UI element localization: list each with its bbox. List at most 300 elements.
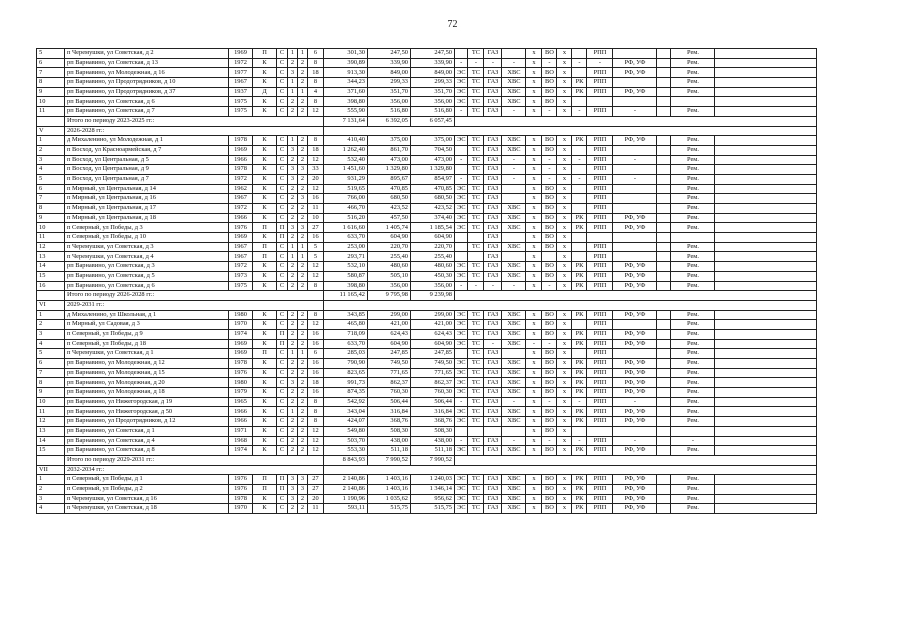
total-area-cell: 542,92 <box>324 397 368 407</box>
heating-cell: ТС <box>468 446 484 456</box>
sewerage-cell: ВО <box>542 426 557 436</box>
facade-cell <box>613 426 657 436</box>
gas-cell: ГАЗ <box>484 310 502 320</box>
extra-cell <box>657 426 671 436</box>
cold-water-cell: ХВС <box>502 145 526 155</box>
sewerage-cell: ВО <box>542 484 557 494</box>
total-area-cell: 344,23 <box>324 78 368 88</box>
repair-type-cell: Рем. <box>671 49 715 59</box>
row-number: 3 <box>37 155 65 165</box>
row-number: 7 <box>37 194 65 204</box>
living-area-cell: 680,50 <box>368 194 411 204</box>
table-row <box>37 407 817 417</box>
building-type-cell: С <box>277 271 288 281</box>
electricity-cell: - <box>455 174 468 184</box>
row-number: 4 <box>37 504 65 514</box>
elevator-cell: х <box>557 475 572 485</box>
elevator-cell: х <box>557 204 572 214</box>
extra-cell <box>657 475 671 485</box>
note-cell <box>715 329 817 339</box>
flats-cell: 18 <box>308 145 324 155</box>
residential-area-cell: 450,30 <box>411 271 455 281</box>
floors-cell: 3 <box>288 378 298 388</box>
heating-cell: ТС <box>468 329 484 339</box>
gas-cell: ГАЗ <box>484 446 502 456</box>
floors-cell: 2 <box>288 184 298 194</box>
repair-type-cell: - <box>671 436 715 446</box>
elevator-cell: х <box>557 174 572 184</box>
living-area-cell: 1 035,62 <box>368 494 411 504</box>
sewerage-cell: ВО <box>542 233 557 243</box>
table-row <box>37 475 817 485</box>
heating-cell: ТС <box>468 174 484 184</box>
basement-cell: РПП <box>587 446 613 456</box>
floors-cell: 2 <box>288 204 298 214</box>
roof-cell: РК <box>572 213 587 223</box>
building-type-cell: С <box>277 436 288 446</box>
hot-water-cell: х <box>526 204 542 214</box>
heating-cell: ТС <box>468 359 484 369</box>
year-cell: 1969 <box>229 349 253 359</box>
floors-cell: 2 <box>288 417 298 427</box>
row-number: 9 <box>37 213 65 223</box>
year-cell: 1976 <box>229 368 253 378</box>
extra-cell <box>657 262 671 272</box>
hot-water-cell: х <box>526 281 542 291</box>
note-cell <box>715 407 817 417</box>
residential-area-sum: 6 057,45 <box>411 116 455 126</box>
row-number: 4 <box>37 165 65 175</box>
row-number: 8 <box>37 78 65 88</box>
address-cell: п Черемушки, ул Советская, д 2 <box>65 49 229 59</box>
cold-water-cell <box>502 233 526 243</box>
electricity-cell: - <box>455 107 468 117</box>
basement-cell: - <box>587 58 613 68</box>
cold-water-cell: ХВС <box>502 504 526 514</box>
table-row <box>37 310 817 320</box>
elevator-cell: х <box>557 223 572 233</box>
extra-cell <box>657 407 671 417</box>
cold-water-cell: - <box>502 397 526 407</box>
empty-cell <box>455 116 817 126</box>
floors-cell: 2 <box>288 310 298 320</box>
cold-water-cell: ХВС <box>502 417 526 427</box>
year-cell: 1972 <box>229 174 253 184</box>
elevator-cell: х <box>557 407 572 417</box>
repair-type-cell: Рем. <box>671 213 715 223</box>
gas-cell: ГАЗ <box>484 87 502 97</box>
basement-cell: РПП <box>587 184 613 194</box>
total-area-cell: 343,04 <box>324 407 368 417</box>
building-type-cell: П <box>277 484 288 494</box>
entrances-cell: 2 <box>298 281 308 291</box>
heating-cell: ТС <box>468 271 484 281</box>
basement-cell: РПП <box>587 174 613 184</box>
basement-cell: РПП <box>587 329 613 339</box>
gas-cell: ГАЗ <box>484 494 502 504</box>
cold-water-cell: ХВС <box>502 494 526 504</box>
year-cell: 1962 <box>229 184 253 194</box>
year-cell: 1969 <box>229 145 253 155</box>
roof-cell: РК <box>572 494 587 504</box>
table-row <box>37 213 817 223</box>
living-area-cell: 255,40 <box>368 252 411 262</box>
note-cell <box>715 107 817 117</box>
floors-cell: 2 <box>288 426 298 436</box>
basement-cell: РПП <box>587 155 613 165</box>
total-area-cell: 398,80 <box>324 97 368 107</box>
cold-water-cell: ХВС <box>502 68 526 78</box>
total-area-cell: 390,89 <box>324 58 368 68</box>
hot-water-cell: х <box>526 145 542 155</box>
note-cell <box>715 339 817 349</box>
floors-cell: 2 <box>288 213 298 223</box>
cold-water-cell <box>502 349 526 359</box>
facade-cell: РФ, УФ <box>613 329 657 339</box>
heating-cell: ТС <box>468 107 484 117</box>
electricity-cell: ЭС <box>455 204 468 214</box>
row-number: 10 <box>37 223 65 233</box>
heating-cell: ТС <box>468 242 484 252</box>
elevator-cell: х <box>557 436 572 446</box>
electricity-cell: ЭС <box>455 194 468 204</box>
year-cell: 1976 <box>229 484 253 494</box>
hot-water-cell: х <box>526 426 542 436</box>
floors-cell: 2 <box>288 271 298 281</box>
row-number: 5 <box>37 349 65 359</box>
basement-cell: РПП <box>587 252 613 262</box>
living-area-cell: 480,60 <box>368 262 411 272</box>
building-type-cell: С <box>277 252 288 262</box>
electricity-cell: ЭС <box>455 320 468 330</box>
repair-type-cell: Рем. <box>671 68 715 78</box>
total-area-sum: 11 165,42 <box>324 291 368 301</box>
electricity-cell: ЭС <box>455 446 468 456</box>
repair-type-cell: Рем. <box>671 484 715 494</box>
entrances-cell: 3 <box>298 475 308 485</box>
sewerage-cell: ВО <box>542 213 557 223</box>
hot-water-cell: х <box>526 155 542 165</box>
cold-water-cell: ХВС <box>502 204 526 214</box>
repair-type-cell: Рем. <box>671 271 715 281</box>
heating-cell <box>468 426 484 436</box>
elevator-cell: х <box>557 49 572 59</box>
living-area-cell: 624,43 <box>368 329 411 339</box>
note-cell <box>715 97 817 107</box>
hot-water-cell: х <box>526 368 542 378</box>
gas-cell: ГАЗ <box>484 320 502 330</box>
elevator-cell: х <box>557 145 572 155</box>
note-cell <box>715 494 817 504</box>
entrances-cell: 2 <box>298 136 308 146</box>
residential-area-cell: 956,62 <box>411 494 455 504</box>
floors-cell: 3 <box>288 494 298 504</box>
entrances-cell: 2 <box>298 233 308 243</box>
cold-water-cell: ХВС <box>502 484 526 494</box>
building-type-cell: С <box>277 388 288 398</box>
address-cell: п Мирный, ул Центральная, д 14 <box>65 184 229 194</box>
section-label: 2029-2031 гг.: <box>65 300 324 310</box>
wall-material-cell: К <box>253 310 277 320</box>
elevator-cell: х <box>557 339 572 349</box>
year-cell: 1968 <box>229 436 253 446</box>
sewerage-cell: - <box>542 155 557 165</box>
cold-water-cell: ХВС <box>502 136 526 146</box>
wall-material-cell: К <box>253 174 277 184</box>
heating-cell: ТС <box>468 97 484 107</box>
table-row <box>37 504 817 514</box>
floors-cell: 2 <box>288 155 298 165</box>
heating-cell: ТС <box>468 494 484 504</box>
flats-cell: 8 <box>308 310 324 320</box>
living-area-cell: 771,65 <box>368 368 411 378</box>
facade-cell: РФ, УФ <box>613 417 657 427</box>
year-cell: 1979 <box>229 388 253 398</box>
heating-cell: ТС <box>468 397 484 407</box>
address-cell: п Мирный, ул Центральная, д 17 <box>65 204 229 214</box>
gas-cell: ГАЗ <box>484 136 502 146</box>
gas-cell <box>484 426 502 436</box>
hot-water-cell: х <box>526 504 542 514</box>
sewerage-cell: ВО <box>542 271 557 281</box>
residential-area-cell: 506,44 <box>411 397 455 407</box>
row-number: 9 <box>37 388 65 398</box>
heating-cell: ТС <box>468 349 484 359</box>
row-number: 11 <box>37 407 65 417</box>
repair-type-cell: Рем. <box>671 359 715 369</box>
address-cell: п Восход, ул Центральная, д 7 <box>65 174 229 184</box>
electricity-cell <box>455 426 468 436</box>
roof-cell: РК <box>572 339 587 349</box>
living-area-cell: 438,00 <box>368 436 411 446</box>
sewerage-cell: ВО <box>542 475 557 485</box>
residential-area-cell: 423,52 <box>411 204 455 214</box>
elevator-cell: х <box>557 426 572 436</box>
repair-type-cell: Рем. <box>671 388 715 398</box>
hot-water-cell: х <box>526 107 542 117</box>
flats-cell: 16 <box>308 339 324 349</box>
extra-cell <box>657 204 671 214</box>
repair-type-cell: Рем. <box>671 252 715 262</box>
total-area-cell: 398,80 <box>324 281 368 291</box>
table-row <box>37 204 817 214</box>
hot-water-cell: х <box>526 329 542 339</box>
wall-material-cell: К <box>253 320 277 330</box>
cold-water-cell: - <box>502 436 526 446</box>
residential-area-cell: 299,33 <box>411 78 455 88</box>
floors-cell: 3 <box>288 475 298 485</box>
elevator-cell: х <box>557 58 572 68</box>
sewerage-cell: ВО <box>542 329 557 339</box>
living-area-cell: 515,75 <box>368 504 411 514</box>
heating-cell: ТС <box>468 368 484 378</box>
total-area-cell: 424,07 <box>324 417 368 427</box>
year-cell: 1976 <box>229 223 253 233</box>
roof-cell: - <box>572 436 587 446</box>
living-area-cell: 516,80 <box>368 107 411 117</box>
flats-cell: 12 <box>308 446 324 456</box>
basement-cell <box>587 426 613 436</box>
table-row <box>37 174 817 184</box>
row-number: 2 <box>37 484 65 494</box>
basement-cell: РПП <box>587 475 613 485</box>
heating-cell: ТС <box>468 145 484 155</box>
residential-area-cell: 255,40 <box>411 252 455 262</box>
sewerage-cell: - <box>542 174 557 184</box>
roof-cell: РК <box>572 136 587 146</box>
heating-cell: - <box>468 58 484 68</box>
facade-cell: РФ, УФ <box>613 494 657 504</box>
electricity-cell: - <box>455 58 468 68</box>
address-cell: рп Варнавино, ул Нижегородская, д 19 <box>65 397 229 407</box>
extra-cell <box>657 145 671 155</box>
table-row <box>37 184 817 194</box>
address-cell: п Черемушки, ул Советская, д 16 <box>65 494 229 504</box>
wall-material-cell: К <box>253 359 277 369</box>
flats-cell: 8 <box>308 136 324 146</box>
residential-area-cell: 438,00 <box>411 436 455 446</box>
heating-cell: ТС <box>468 262 484 272</box>
gas-cell: ГАЗ <box>484 107 502 117</box>
elevator-cell: х <box>557 184 572 194</box>
section-number: VI <box>37 300 65 310</box>
flats-cell: 20 <box>308 174 324 184</box>
gas-cell: ГАЗ <box>484 397 502 407</box>
building-type-cell: П <box>277 223 288 233</box>
residential-area-cell: 704,50 <box>411 145 455 155</box>
living-area-cell: 299,33 <box>368 78 411 88</box>
building-type-cell: С <box>277 494 288 504</box>
note-cell <box>715 242 817 252</box>
building-type-cell: П <box>277 329 288 339</box>
entrances-cell: 3 <box>298 223 308 233</box>
entrances-cell: 2 <box>298 97 308 107</box>
facade-cell <box>613 145 657 155</box>
hot-water-cell: х <box>526 349 542 359</box>
building-type-cell: С <box>277 174 288 184</box>
building-type-cell: С <box>277 359 288 369</box>
period-total-label: Итого по периоду 2029-2031 гг.: <box>65 455 324 465</box>
living-area-cell: 421,00 <box>368 320 411 330</box>
building-type-cell: С <box>277 349 288 359</box>
total-area-cell: 465,80 <box>324 320 368 330</box>
facade-cell: - <box>613 107 657 117</box>
electricity-cell: - <box>455 397 468 407</box>
floors-cell: 3 <box>288 174 298 184</box>
hot-water-cell: х <box>526 223 542 233</box>
sewerage-cell: - <box>542 339 557 349</box>
extra-cell <box>657 155 671 165</box>
cold-water-cell: ХВС <box>502 223 526 233</box>
flats-cell: 12 <box>308 436 324 446</box>
facade-cell <box>613 78 657 88</box>
table-row <box>37 378 817 388</box>
section-label: 2032-2034 гг.: <box>65 465 324 475</box>
residential-area-cell: 624,43 <box>411 329 455 339</box>
extra-cell <box>657 417 671 427</box>
total-area-cell: 991,73 <box>324 378 368 388</box>
note-cell <box>715 87 817 97</box>
extra-cell <box>657 174 671 184</box>
cold-water-cell: - <box>502 155 526 165</box>
living-area-cell: 849,00 <box>368 68 411 78</box>
facade-cell: РФ, УФ <box>613 136 657 146</box>
elevator-cell: х <box>557 136 572 146</box>
cold-water-cell: ХВС <box>502 262 526 272</box>
roof-cell: РК <box>572 78 587 88</box>
total-area-cell: 2 140,86 <box>324 475 368 485</box>
entrances-cell: 2 <box>298 204 308 214</box>
living-area-cell: 604,90 <box>368 339 411 349</box>
table-row <box>37 252 817 262</box>
extra-cell <box>657 320 671 330</box>
wall-material-cell: П <box>253 252 277 262</box>
facade-cell <box>613 204 657 214</box>
row-number: 16 <box>37 281 65 291</box>
basement-cell: РПП <box>587 397 613 407</box>
table-row <box>37 242 817 252</box>
repair-type-cell <box>671 97 715 107</box>
wall-material-cell: К <box>253 271 277 281</box>
facade-cell: РФ, УФ <box>613 281 657 291</box>
note-cell <box>715 504 817 514</box>
gas-cell: ГАЗ <box>484 68 502 78</box>
entrances-cell: 1 <box>298 252 308 262</box>
building-type-cell: С <box>277 58 288 68</box>
total-area-cell: 410,40 <box>324 136 368 146</box>
basement-cell: РПП <box>587 359 613 369</box>
flats-cell: 16 <box>308 359 324 369</box>
entrances-cell: 2 <box>298 271 308 281</box>
residential-area-cell: 356,00 <box>411 97 455 107</box>
hot-water-cell: х <box>526 194 542 204</box>
wall-material-cell: П <box>253 484 277 494</box>
repair-type-cell: Рем. <box>671 504 715 514</box>
table-row <box>37 165 817 175</box>
sewerage-cell: ВО <box>542 136 557 146</box>
flats-cell: 8 <box>308 97 324 107</box>
living-area-cell: 375,00 <box>368 136 411 146</box>
repair-type-cell: Рем. <box>671 407 715 417</box>
facade-cell: РФ, УФ <box>613 68 657 78</box>
cold-water-cell: ХВС <box>502 242 526 252</box>
heating-cell: ТС <box>468 310 484 320</box>
repair-type-cell: Рем. <box>671 204 715 214</box>
elevator-cell: х <box>557 320 572 330</box>
heating-cell: - <box>468 281 484 291</box>
table-row <box>37 145 817 155</box>
table-row <box>37 78 817 88</box>
living-area-cell: 1 329,80 <box>368 165 411 175</box>
total-area-cell: 766,00 <box>324 194 368 204</box>
hot-water-cell: х <box>526 252 542 262</box>
total-area-cell: 874,35 <box>324 388 368 398</box>
extra-cell <box>657 310 671 320</box>
building-type-cell: С <box>277 49 288 59</box>
total-area-cell: 2 140,86 <box>324 484 368 494</box>
row-number: 12 <box>37 242 65 252</box>
total-area-cell: 1 190,96 <box>324 494 368 504</box>
year-cell: 1977 <box>229 68 253 78</box>
gas-cell: ГАЗ <box>484 165 502 175</box>
entrances-cell: 2 <box>298 213 308 223</box>
total-area-cell: 532,40 <box>324 155 368 165</box>
flats-cell: 5 <box>308 252 324 262</box>
electricity-cell <box>455 233 468 243</box>
flats-cell: 16 <box>308 388 324 398</box>
residential-area-cell: 604,90 <box>411 233 455 243</box>
cold-water-cell: ХВС <box>502 320 526 330</box>
